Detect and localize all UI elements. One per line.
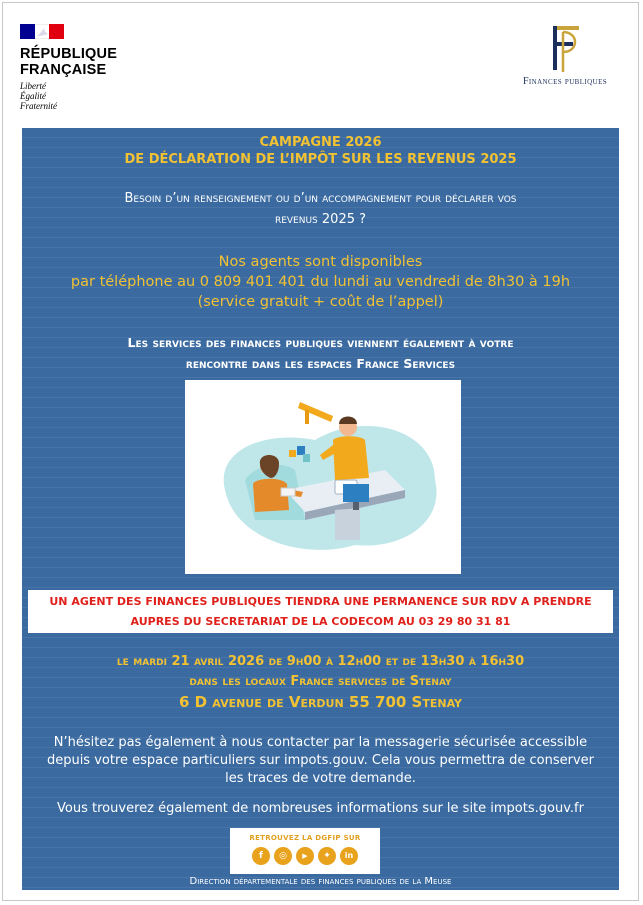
hesitez-line1: N’hésitez pas également à nous contacter par la messagerie sécurisée accessible	[53, 735, 588, 750]
rf-motto-egalite: Égalité	[20, 91, 46, 101]
campaign-title	[22, 134, 619, 168]
campaign-title-line1: CAMPAGNE 2026	[259, 135, 382, 150]
campaign-title-line2: DE DÉCLARATION DE L’IMPÔT SUR LES REVENUS 2025	[124, 152, 517, 167]
besoin-line2: revenus 2025 ?	[274, 212, 367, 227]
agents-availability	[22, 252, 619, 312]
rdv-line2: AUPRES DU SECRETARIAT DE LA CODECOM AU 03 29 80 31 81	[130, 615, 511, 628]
info-panel	[22, 128, 619, 890]
hesitez-line3: les traces de votre demande.	[225, 771, 416, 786]
linkedin-icon[interactable]: in	[340, 847, 358, 865]
services-line2: rencontre dans les espaces France Services	[185, 356, 456, 371]
agents-line3: (service gratuit + coût de l’appel)	[197, 294, 444, 310]
youtube-icon[interactable]: ▶	[296, 847, 314, 865]
facebook-icon[interactable]: f	[252, 847, 270, 865]
social-icons	[230, 847, 380, 865]
rf-name-line1: RÉPUBLIQUE	[20, 46, 118, 62]
rf-name-line2: FRANÇAISE	[20, 62, 107, 78]
twitter-icon[interactable]: ✦	[318, 847, 336, 865]
french-flag-icon	[20, 24, 64, 39]
besoin-line1: Besoin d’un renseignement ou d’un accompagnement pour déclarer vos	[124, 191, 517, 206]
finances-publiques-name: Finances publiques	[522, 76, 608, 87]
finances-publiques-logo	[505, 22, 625, 87]
republique-francaise-logo	[20, 24, 117, 111]
website-info: Vous trouverez également de nombreuses informations sur le site impots.gouv.fr	[57, 801, 584, 816]
instagram-icon[interactable]: ◎	[274, 847, 292, 865]
rdv-line1: UN AGENT DES FINANCES PUBLIQUES TIENDRA UNE PERMANENCE SUR RDV A PRENDRE	[49, 595, 592, 608]
agents-line2: par téléphone au 0 809 401 401 du lundi au vendredi de 8h30 à 19h	[70, 274, 571, 290]
social-title: RETROUVEZ LA DGFIP SUR	[249, 834, 361, 842]
hesitez-line2: depuis votre espace particuliers sur impots.gouv. Cela vous permettra de conserver	[46, 753, 595, 768]
agents-line1: Nos agents sont disponibles	[218, 254, 423, 270]
messaging-info	[22, 734, 619, 788]
dates-line3: 6 D avenue de Verdun 55 700 Stenay	[178, 693, 463, 711]
consultation-illustration	[185, 380, 461, 574]
besoin-text	[28, 188, 613, 230]
rf-motto-liberte: Liberté	[20, 81, 46, 91]
rf-motto-fraternite: Fraternité	[20, 101, 57, 111]
dates-line1: le mardi 21 avril 2026 de 9h00 à 12h00 et de 13h30 à 16h30	[116, 654, 525, 669]
finances-publiques-mark-icon	[545, 22, 585, 74]
rf-motto	[20, 81, 117, 111]
rf-name	[20, 46, 117, 78]
services-line1: Les services des finances publiques viennent également à votre	[127, 335, 514, 350]
dates-line2: dans les locaux France services de Stenay	[189, 674, 452, 689]
footer-direction: Direction départementale des finances publiques de la Meuse	[189, 876, 452, 887]
appointment-notice	[28, 590, 613, 633]
social-media-box	[230, 828, 380, 874]
permanence-details	[22, 652, 619, 712]
services-text	[22, 332, 619, 374]
